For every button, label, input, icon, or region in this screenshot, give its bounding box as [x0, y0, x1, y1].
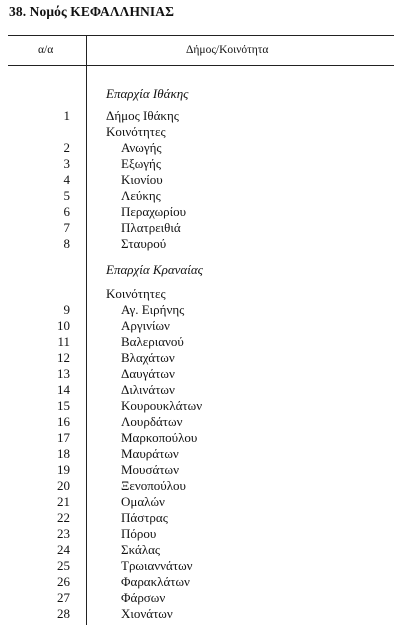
table-row	[0, 334, 405, 350]
row-number: 26	[57, 574, 70, 589]
table-row	[0, 108, 405, 124]
group-label-row	[0, 286, 405, 302]
table-row	[0, 204, 405, 220]
row-number: 8	[63, 236, 70, 251]
community-name: Κουρουκλάτων	[121, 398, 203, 413]
community-name: Δαυγάτων	[121, 366, 175, 381]
community-name: Σταυρού	[121, 236, 167, 251]
group-label-row	[0, 124, 405, 140]
row-number: 7	[63, 220, 70, 235]
row-number: 27	[57, 590, 70, 605]
community-name: Τρωιαννάτων	[121, 558, 193, 573]
table-row	[0, 510, 405, 526]
section-heading: Επαρχία Ιθάκης	[106, 86, 189, 101]
table-row	[0, 462, 405, 478]
table-row	[0, 302, 405, 318]
table-row	[0, 172, 405, 188]
community-name: Περαχωρίου	[121, 204, 187, 219]
table-row	[0, 398, 405, 414]
table-row	[0, 558, 405, 574]
community-name: Ανωγής	[121, 140, 162, 155]
row-number: 14	[57, 382, 70, 397]
row-number: 6	[63, 204, 70, 219]
row-number: 11	[57, 334, 70, 349]
row-number: 4	[63, 172, 70, 187]
row-number: 17	[57, 430, 70, 445]
group-label: Κοινότητες	[106, 286, 166, 301]
community-name: Σκάλας	[121, 542, 161, 557]
row-number: 10	[57, 318, 70, 333]
table-header-rule	[8, 65, 394, 66]
table-row	[0, 526, 405, 542]
table-row	[0, 220, 405, 236]
page-title: 38. Νομός ΚΕΦΑΛΛΗΝΙΑΣ	[9, 4, 175, 19]
table-row	[0, 414, 405, 430]
table-row	[0, 574, 405, 590]
community-name: Δήμος Ιθάκης	[106, 108, 179, 123]
community-name: Χιονάτων	[121, 606, 173, 621]
column-header-name: Δήμος/Κοινότητα	[186, 44, 269, 56]
community-name: Λουρδάτων	[121, 414, 183, 429]
section-heading: Επαρχία Κραναίας	[106, 262, 203, 277]
section-heading-row	[0, 262, 405, 278]
community-name: Μουσάτων	[121, 462, 179, 477]
table-row	[0, 236, 405, 252]
community-name: Πόρου	[121, 526, 157, 541]
community-name: Αγ. Ειρήνης	[121, 302, 185, 317]
row-number: 12	[57, 350, 70, 365]
row-number: 13	[57, 366, 70, 381]
community-name: Ομαλών	[121, 494, 165, 509]
community-name: Κιονίου	[121, 172, 163, 187]
community-name: Φαρακλάτων	[121, 574, 190, 589]
community-name: Εξωγής	[121, 156, 161, 171]
row-number: 5	[63, 188, 70, 203]
column-header-number: α/α	[38, 44, 54, 56]
community-name: Φάρσων	[121, 590, 166, 605]
table-row	[0, 606, 405, 622]
row-number: 2	[63, 140, 70, 155]
row-number: 3	[63, 156, 70, 171]
group-label: Κοινότητες	[106, 124, 166, 139]
section-heading-row	[0, 86, 405, 102]
table-row	[0, 140, 405, 156]
table-row	[0, 350, 405, 366]
row-number: 18	[57, 446, 70, 461]
community-name: Μαρκοπούλου	[121, 430, 198, 445]
row-number: 15	[57, 398, 70, 413]
table-row	[0, 382, 405, 398]
community-name: Ξενοπούλου	[121, 478, 186, 493]
table-row	[0, 446, 405, 462]
community-name: Βλαχάτων	[121, 350, 175, 365]
row-number: 25	[57, 558, 70, 573]
row-number: 23	[57, 526, 70, 541]
table-row	[0, 590, 405, 606]
community-name: Μαυράτων	[121, 446, 179, 461]
community-name: Βαλεριανού	[121, 334, 184, 349]
table-top-rule	[8, 35, 394, 36]
community-name: Πάστρας	[121, 510, 168, 525]
row-number: 22	[57, 510, 70, 525]
row-number: 9	[63, 302, 70, 317]
row-number: 21	[57, 494, 70, 509]
row-number: 28	[57, 606, 70, 621]
community-name: Αργινίων	[121, 318, 170, 333]
table-row	[0, 430, 405, 446]
row-number: 20	[57, 478, 70, 493]
community-name: Διλινάτων	[121, 382, 175, 397]
table-row	[0, 478, 405, 494]
community-name: Πλατρειθιά	[121, 220, 181, 235]
row-number: 16	[57, 414, 70, 429]
table-row	[0, 188, 405, 204]
row-number: 1	[63, 108, 70, 123]
table-row	[0, 156, 405, 172]
table-row	[0, 366, 405, 382]
table-row	[0, 494, 405, 510]
row-number: 19	[57, 462, 70, 477]
table-row	[0, 542, 405, 558]
table-row	[0, 318, 405, 334]
community-name: Λεύκης	[121, 188, 161, 203]
row-number: 24	[57, 542, 70, 557]
